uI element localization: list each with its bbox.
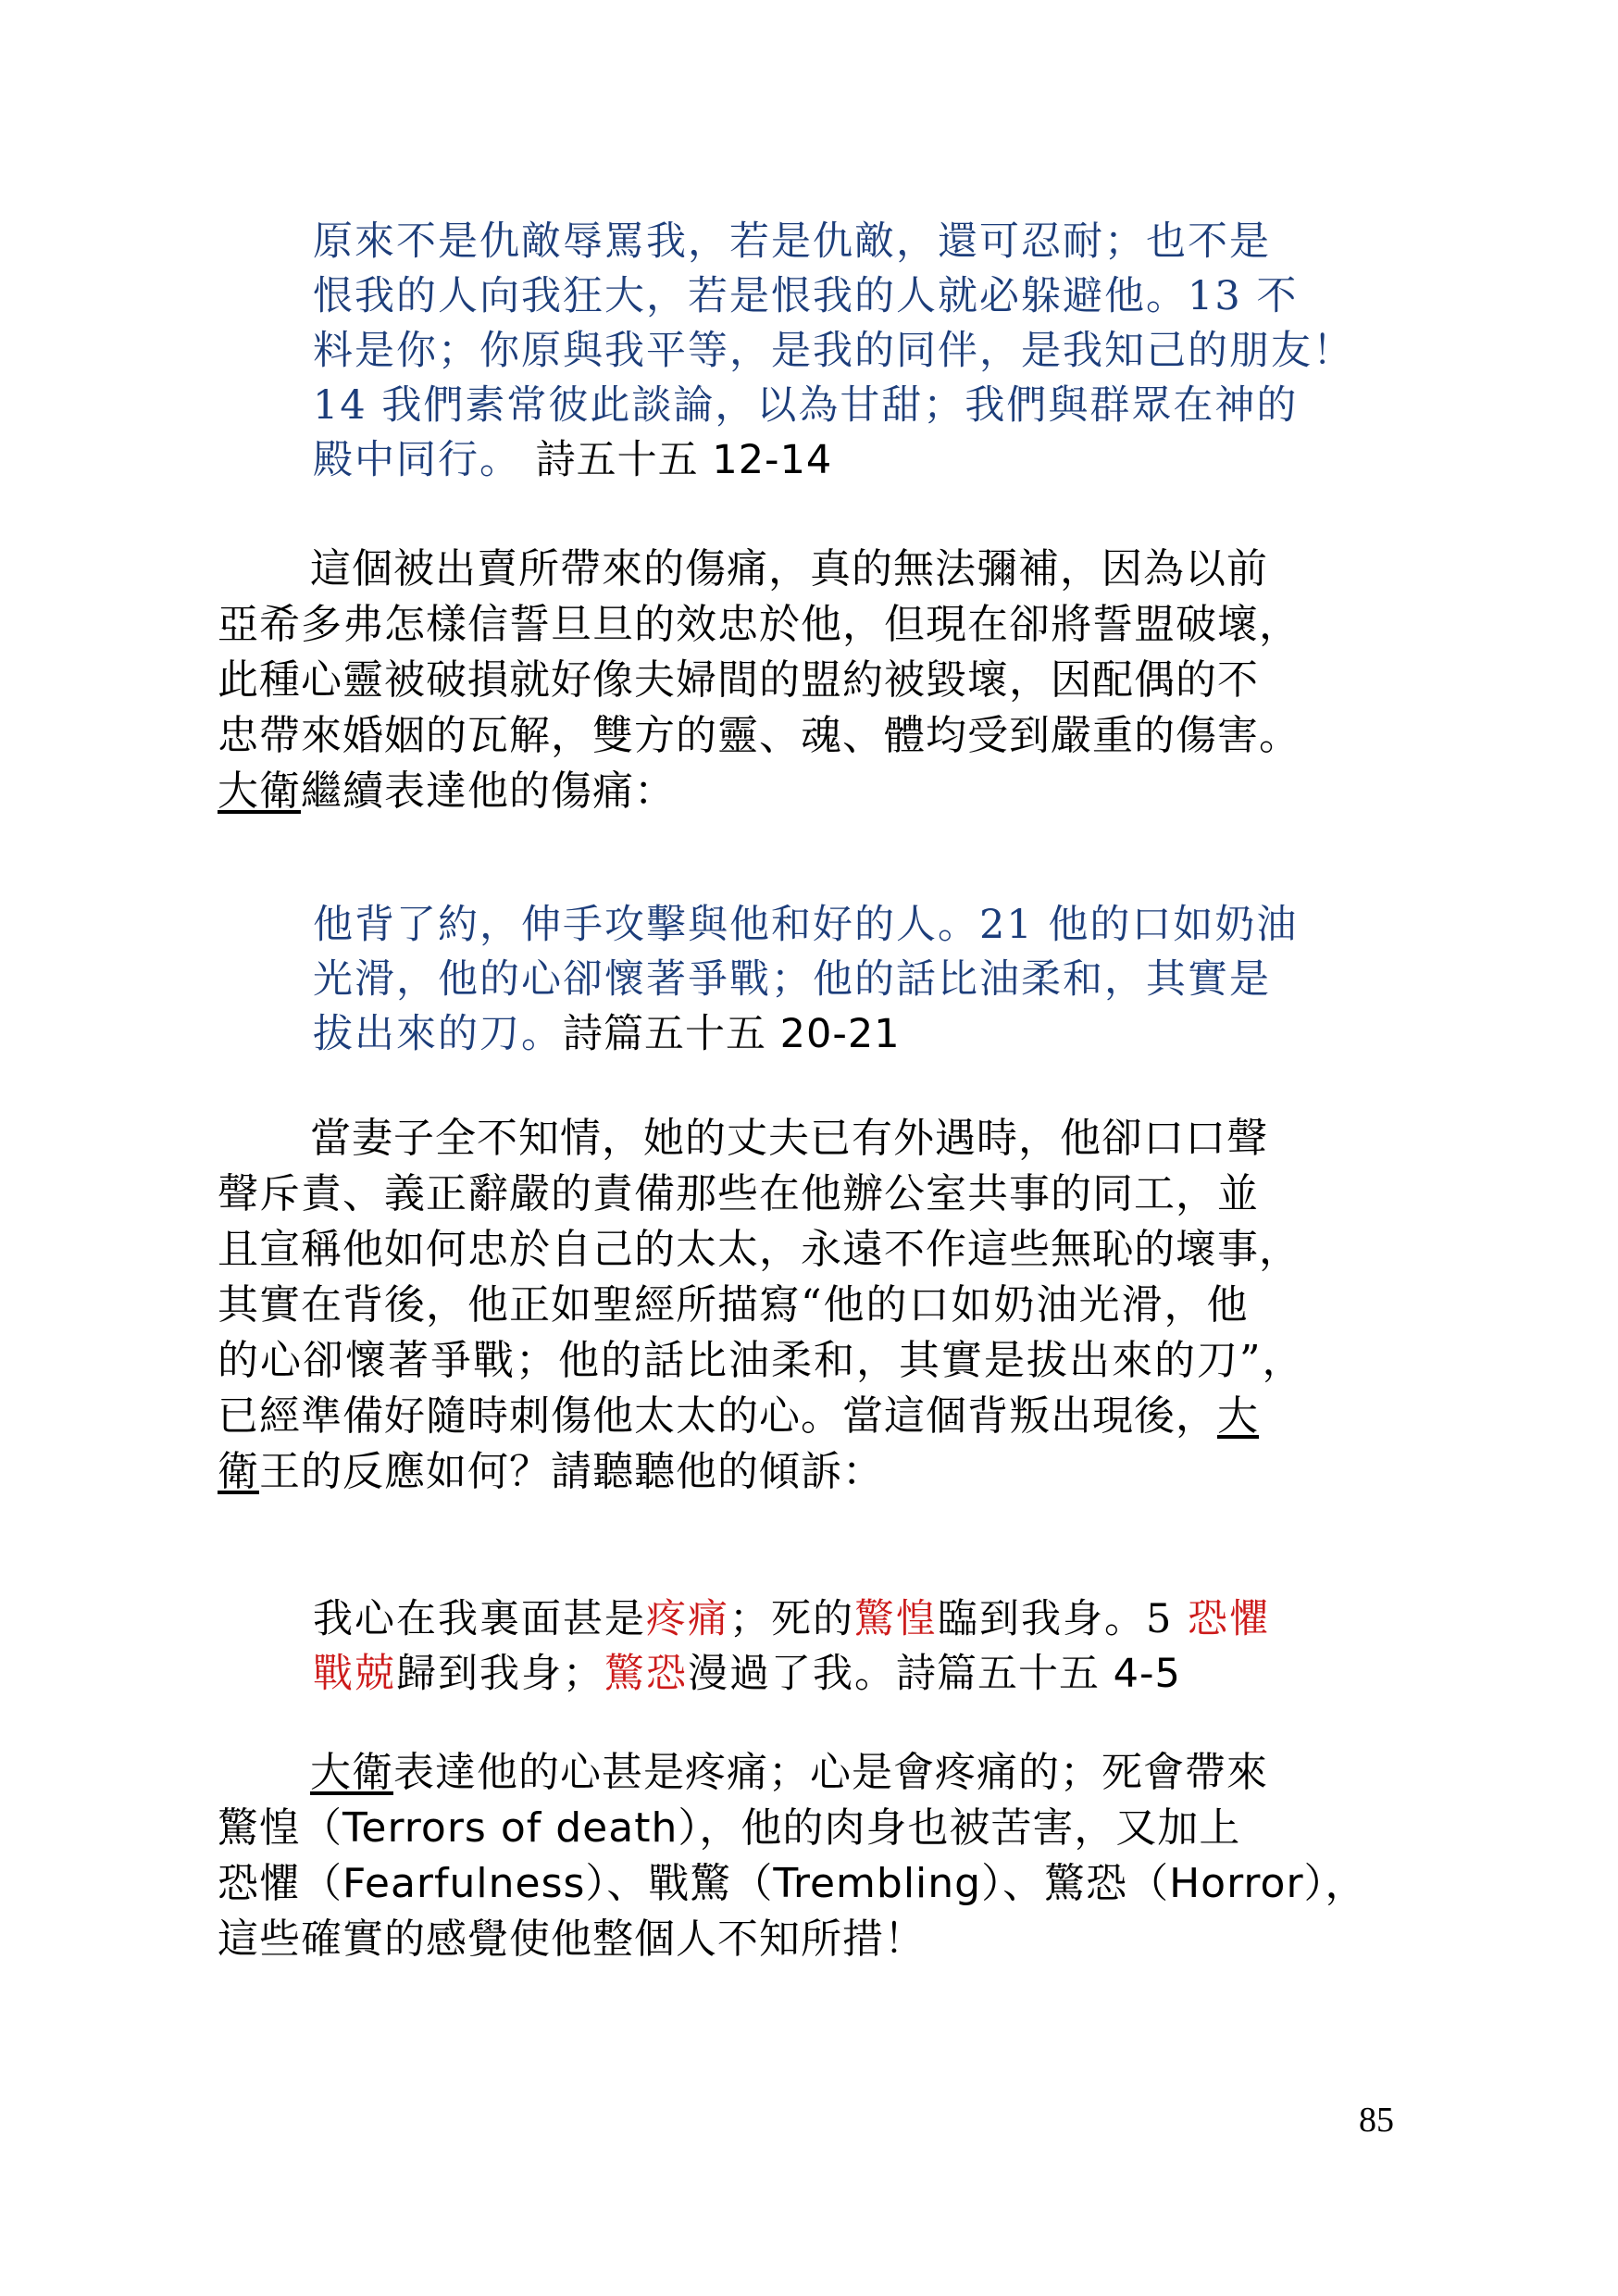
quote-text: 臨到我身。5 <box>938 1596 1189 1642</box>
body-paragraph-1 <box>218 542 1402 819</box>
paragraph-text: 表達他的心甚是疼痛；心是會疼痛的；死會帶來 <box>393 1749 1268 1796</box>
paragraph-line <box>218 1745 1402 1801</box>
paragraph-line: 恐懼（Fearfulness）、戰驚（Trembling）、驚恐（Horror）， <box>218 1860 1367 1907</box>
emphasis-text: 戰兢 <box>313 1651 396 1697</box>
quote-text: 拔出來的刀。 <box>313 1011 563 1057</box>
scripture-quote-3 <box>313 1592 1403 1702</box>
quote-line: 料是你；你原與我平等，是我的同伴，是我知己的朋友！ <box>313 328 1354 374</box>
emphasis-text: 驚惶 <box>854 1596 938 1642</box>
scripture-quote-1 <box>313 215 1403 488</box>
paragraph-text: 已經準備好隨時刺傷他太太的心。當這個背叛出現後， <box>218 1392 1217 1440</box>
paragraph-line <box>218 764 1402 819</box>
emphasis-text: 恐懼 <box>1188 1596 1272 1642</box>
paragraph-text: 王的反應如何？請聽聽他的傾訴： <box>259 1448 884 1495</box>
paragraph-line <box>218 1444 1402 1500</box>
person-name: 大衛 <box>218 767 301 815</box>
quote-line <box>313 1647 1403 1702</box>
paragraph-text: 其實在背後，他正如聖經所描寫 <box>218 1281 801 1329</box>
emphasis-text: 驚恐 <box>604 1651 688 1697</box>
quote-text: 歸到我身； <box>396 1651 604 1697</box>
scripture-reference: 詩五十五 12-14 <box>535 437 833 483</box>
quote-text: 我心在我裏面甚是 <box>313 1596 646 1642</box>
quote-line: 光滑，他的心卻懷著爭戰；他的話比油柔和，其實是 <box>313 956 1271 1003</box>
emphasis-text: 疼痛 <box>646 1596 729 1642</box>
paragraph-line: 此種心靈被破損就好像夫婦間的盟約被毀壞，因配偶的不 <box>218 656 1259 704</box>
quote-line <box>313 1007 1403 1062</box>
paragraph-text: 繼續表達他的傷痛： <box>301 767 676 815</box>
quote-line: 恨我的人向我狂大，若是恨我的人就必躲避他。13 不 <box>313 273 1299 319</box>
quote-line: 他背了約，伸手攻擊與他和好的人。21 他的口如奶油 <box>313 902 1299 948</box>
person-name: 大衛 <box>310 1749 393 1796</box>
quote-line: 14 我們素常彼此談論，以為甘甜；我們與群眾在神的 <box>313 382 1299 429</box>
paragraph-line: 當妻子全不知情，她的丈夫已有外遇時，他卻口口聲 <box>310 1115 1268 1162</box>
paragraph-line: 這些確實的感覺使他整個人不知所措！ <box>218 1915 926 1963</box>
scripture-quote-2 <box>313 898 1403 1062</box>
paragraph-line <box>218 1389 1402 1444</box>
scripture-reference: 詩篇五十五 20-21 <box>563 1011 901 1057</box>
paragraph-line: 的心卻懷著爭戰；他的話比油柔和，其實是拔出來的刀”， <box>218 1337 1305 1384</box>
paragraph-line: 亞希多弗怎樣信誓旦旦的效忠於他，但現在卻將誓盟破壞， <box>218 601 1301 648</box>
paragraph-line: 忠帶來婚姻的瓦解，雙方的靈、魂、體均受到嚴重的傷害。 <box>218 712 1301 759</box>
body-paragraph-3 <box>218 1745 1402 1967</box>
paragraph-line: 聲斥責、義正辭嚴的責備那些在他辦公室共事的同工，並 <box>218 1170 1259 1217</box>
quote-text: ；死的 <box>729 1596 854 1642</box>
quote-line: 原來不是仇敵辱罵我，若是仇敵，還可忍耐；也不是 <box>313 218 1271 265</box>
body-paragraph-2 <box>218 1111 1402 1500</box>
quote-line <box>313 433 1403 488</box>
person-name: 衛 <box>218 1448 259 1495</box>
paragraph-line: 且宣稱他如何忠於自己的太太，永遠不作這些無恥的壞事， <box>218 1226 1301 1273</box>
quote-line <box>313 1592 1403 1647</box>
inline-quote: “他的口如奶油光滑，他 <box>801 1281 1250 1329</box>
page-number: 85 <box>1359 2101 1394 2140</box>
paragraph-line: 這個被出賣所帶來的傷痛，真的無法彌補，因為以前 <box>310 545 1268 593</box>
person-name: 大 <box>1217 1392 1259 1440</box>
paragraph-line: 驚惶（Terrors of death），他的肉身也被苦害，又加上 <box>218 1804 1241 1852</box>
quote-text: 殿中同行。 <box>313 437 521 483</box>
paragraph-line <box>218 1278 1402 1333</box>
quote-text: 漫過了我。 <box>688 1651 896 1697</box>
scripture-reference: 詩篇五十五 4-5 <box>896 1651 1181 1697</box>
